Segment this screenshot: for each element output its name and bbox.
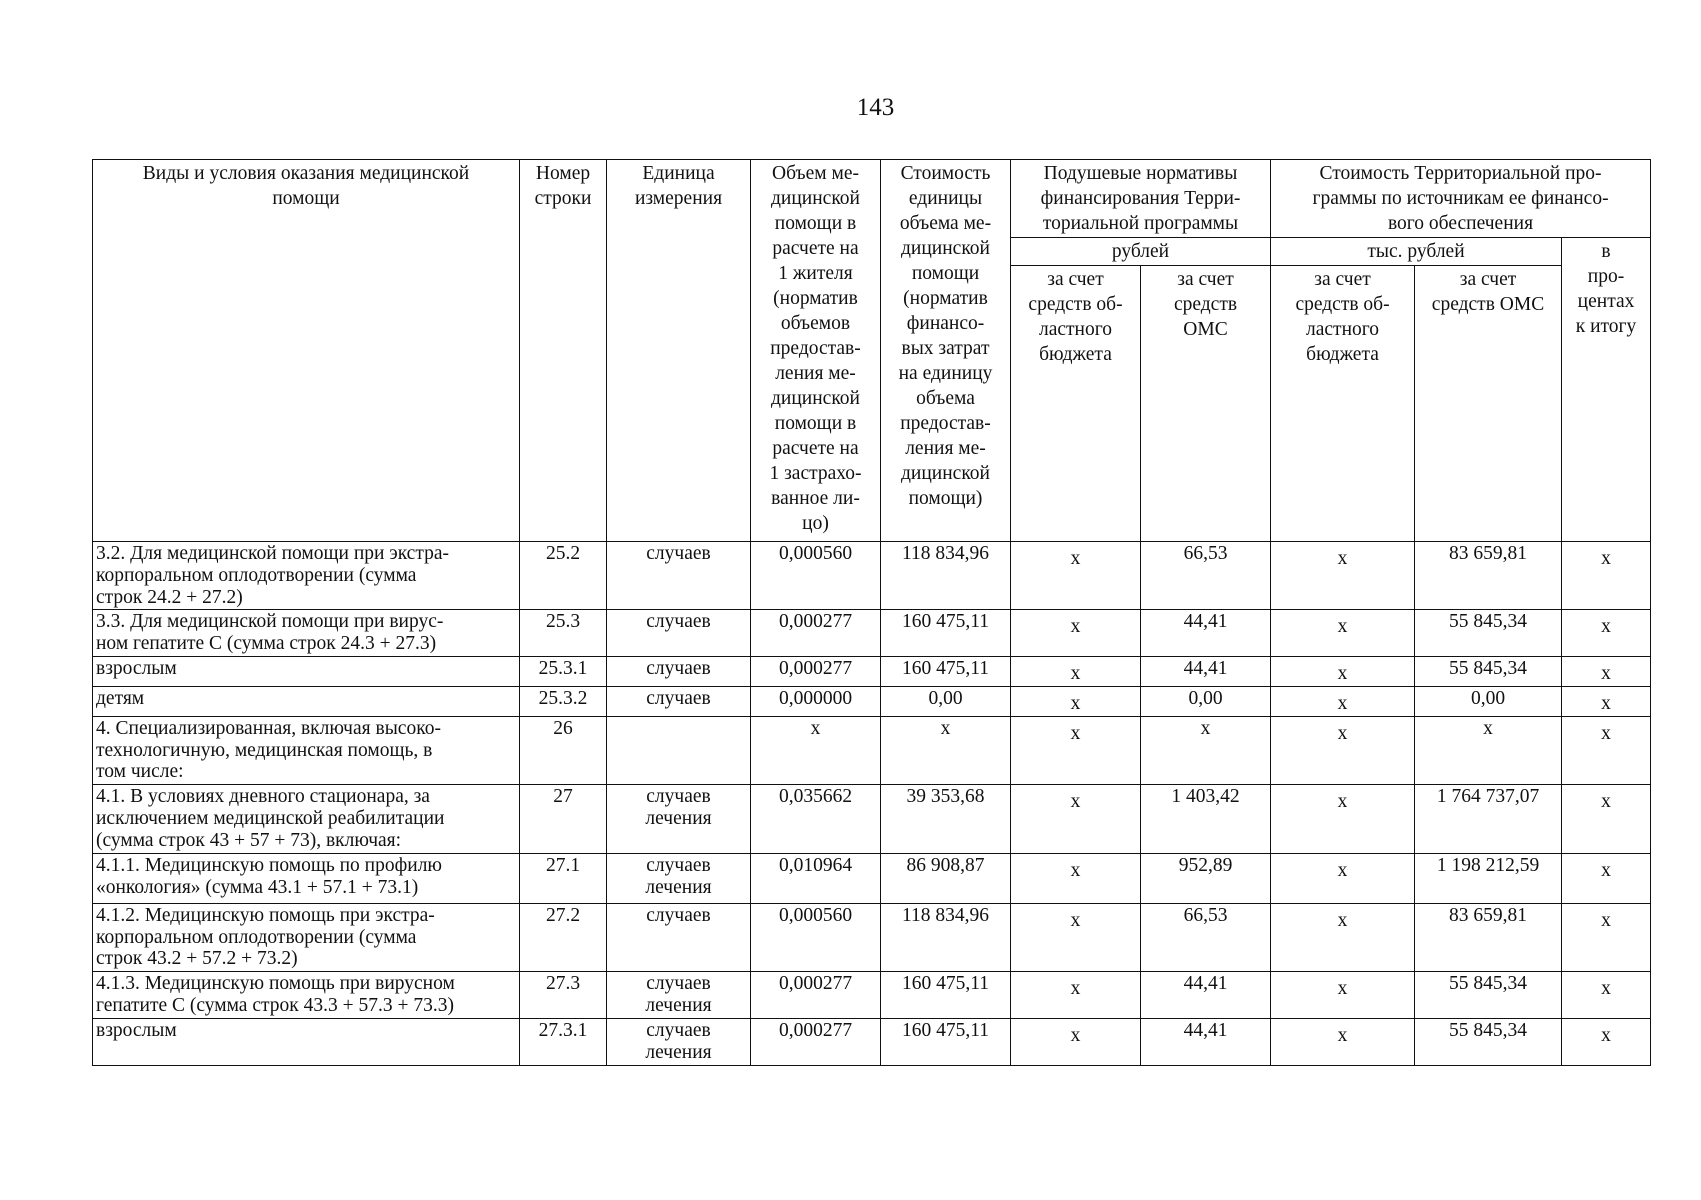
header-unit-thousand-rub: тыс. рублей	[1271, 238, 1562, 266]
cell-total-regional-budget: х	[1271, 686, 1415, 716]
cell-unit: случаев	[607, 903, 751, 971]
cell-row-number: 25.2	[520, 542, 607, 610]
cell-kind: 4. Специализированная, включая высоко- технологичную, медицинская помощь, в том числе:	[93, 716, 520, 784]
cell-kind: 3.2. Для медицинской помощи при экстра- корпоральном оплодотворении (сумма строк 24.2 + 27.2)	[93, 542, 520, 610]
cell-total-oms: 83 659,81	[1415, 542, 1562, 610]
cell-norm-oms: 0,00	[1141, 686, 1271, 716]
cell-cost: 160 475,11	[881, 972, 1011, 1019]
header-row-1	[93, 160, 1651, 238]
cell-norm-regional-budget: х	[1011, 610, 1141, 657]
cell-percent: х	[1562, 785, 1651, 853]
cell-norm-oms: 44,41	[1141, 972, 1271, 1019]
cell-unit: случаев	[607, 686, 751, 716]
cell-norm-regional-budget: х	[1011, 686, 1141, 716]
cell-total-oms: 1 764 737,07	[1415, 785, 1562, 853]
cell-cost: 118 834,96	[881, 903, 1011, 971]
cell-percent: х	[1562, 610, 1651, 657]
cell-unit	[607, 716, 751, 784]
cell-norm-regional-budget: х	[1011, 716, 1141, 784]
cell-total-regional-budget: х	[1271, 903, 1415, 971]
cell-total-oms: 1 198 212,59	[1415, 853, 1562, 903]
cell-percent: х	[1562, 972, 1651, 1019]
cell-row-number: 25.3	[520, 610, 607, 657]
table-row	[93, 785, 1651, 853]
table-row	[93, 686, 1651, 716]
cell-kind: 4.1.1. Медицинскую помощь по профилю «онкология» (сумма 43.1 + 57.1 + 73.1)	[93, 853, 520, 903]
cell-unit: случаев лечения	[607, 853, 751, 903]
cell-percent: х	[1562, 542, 1651, 610]
cell-total-regional-budget: х	[1271, 972, 1415, 1019]
cell-volume: 0,000000	[751, 686, 881, 716]
header-group-norms: Подушевые нормативы финансирования Терри- ториальной программы	[1011, 160, 1271, 238]
cell-unit: случаев лечения	[607, 972, 751, 1019]
cell-cost: 0,00	[881, 686, 1011, 716]
cell-cost: 160 475,11	[881, 657, 1011, 687]
cell-volume: 0,000277	[751, 610, 881, 657]
cell-total-oms: 83 659,81	[1415, 903, 1562, 971]
cell-row-number: 27.3.1	[520, 1018, 607, 1065]
cell-kind: детям	[93, 686, 520, 716]
cell-total-regional-budget: х	[1271, 716, 1415, 784]
cell-percent: х	[1562, 853, 1651, 903]
cell-total-oms: 55 845,34	[1415, 972, 1562, 1019]
cell-row-number: 27	[520, 785, 607, 853]
cell-volume: 0,000277	[751, 972, 881, 1019]
table-row	[93, 903, 1651, 971]
header-cost: Стоимость единицы объема ме- дицинской помощи (норматив финансо- вых затрат на единицу объема предостав- ления ме- дицинской помощи)	[881, 160, 1011, 542]
cell-kind: 4.1.2. Медицинскую помощь при экстра- корпоральном оплодотворении (сумма строк 43.2 + 57.2 + 73.2)	[93, 903, 520, 971]
cell-norm-regional-budget: х	[1011, 972, 1141, 1019]
cell-total-oms: 55 845,34	[1415, 1018, 1562, 1065]
header-norm-regional-budget: за счет средств об- ластного бюджета	[1011, 266, 1141, 542]
cell-norm-oms: 1 403,42	[1141, 785, 1271, 853]
table-row	[93, 853, 1651, 903]
table-row	[93, 610, 1651, 657]
cell-volume: х	[751, 716, 881, 784]
cell-unit: случаев лечения	[607, 785, 751, 853]
header-row-number: Номер строки	[520, 160, 607, 542]
cell-norm-oms: 44,41	[1141, 610, 1271, 657]
cell-norm-regional-budget: х	[1011, 542, 1141, 610]
cell-norm-oms: 44,41	[1141, 657, 1271, 687]
cell-volume: 0,000277	[751, 1018, 881, 1065]
header-percent: в про- центах к итогу	[1562, 238, 1651, 542]
cell-unit: случаев лечения	[607, 1018, 751, 1065]
cell-kind: 4.1.3. Медицинскую помощь при вирусном гепатите С (сумма строк 43.3 + 57.3 + 73.3)	[93, 972, 520, 1019]
cell-total-oms: 0,00	[1415, 686, 1562, 716]
cell-kind: взрослым	[93, 657, 520, 687]
header-norm-oms: за счет средств ОМС	[1141, 266, 1271, 542]
cell-kind: 4.1. В условиях дневного стационара, за исключением медицинской реабилитации (сумма строк 43 + 57 + 73), включая:	[93, 785, 520, 853]
cell-total-oms: 55 845,34	[1415, 610, 1562, 657]
header-unit-rub: рублей	[1011, 238, 1271, 266]
cell-volume: 0,000560	[751, 542, 881, 610]
cell-norm-regional-budget: х	[1011, 785, 1141, 853]
cell-row-number: 26	[520, 716, 607, 784]
cell-unit: случаев	[607, 542, 751, 610]
cell-total-regional-budget: х	[1271, 542, 1415, 610]
cell-volume: 0,000560	[751, 903, 881, 971]
cell-cost: х	[881, 716, 1011, 784]
cell-row-number: 25.3.1	[520, 657, 607, 687]
cell-total-regional-budget: х	[1271, 853, 1415, 903]
header-group-cost: Стоимость Территориальной про- граммы по источникам ее финансо- вого обеспечения	[1271, 160, 1651, 238]
financing-table	[92, 159, 1651, 1066]
cell-total-oms: х	[1415, 716, 1562, 784]
cell-norm-oms: 66,53	[1141, 542, 1271, 610]
cell-norm-oms: х	[1141, 716, 1271, 784]
header-total-oms: за счет средств ОМС	[1415, 266, 1562, 542]
cell-norm-regional-budget: х	[1011, 853, 1141, 903]
cell-row-number: 27.1	[520, 853, 607, 903]
cell-row-number: 27.2	[520, 903, 607, 971]
page-number: 143	[856, 94, 895, 121]
cell-volume: 0,035662	[751, 785, 881, 853]
cell-percent: х	[1562, 716, 1651, 784]
cell-cost: 39 353,68	[881, 785, 1011, 853]
table-row	[93, 657, 1651, 687]
cell-volume: 0,010964	[751, 853, 881, 903]
table-row	[93, 972, 1651, 1019]
cell-total-oms: 55 845,34	[1415, 657, 1562, 687]
cell-cost: 86 908,87	[881, 853, 1011, 903]
header-unit: Единица измерения	[607, 160, 751, 542]
table-row	[93, 542, 1651, 610]
cell-percent: х	[1562, 686, 1651, 716]
cell-percent: х	[1562, 657, 1651, 687]
header-total-regional-budget: за счет средств об- ластного бюджета	[1271, 266, 1415, 542]
cell-norm-regional-budget: х	[1011, 657, 1141, 687]
table-row	[93, 716, 1651, 784]
cell-norm-regional-budget: х	[1011, 903, 1141, 971]
header-kind: Виды и условия оказания медицинской помощи	[93, 160, 520, 542]
cell-norm-regional-budget: х	[1011, 1018, 1141, 1065]
cell-total-regional-budget: х	[1271, 657, 1415, 687]
cell-total-regional-budget: х	[1271, 610, 1415, 657]
cell-kind: взрослым	[93, 1018, 520, 1065]
cell-norm-oms: 66,53	[1141, 903, 1271, 971]
cell-cost: 160 475,11	[881, 610, 1011, 657]
cell-unit: случаев	[607, 657, 751, 687]
cell-norm-oms: 44,41	[1141, 1018, 1271, 1065]
cell-cost: 160 475,11	[881, 1018, 1011, 1065]
cell-row-number: 27.3	[520, 972, 607, 1019]
cell-kind: 3.3. Для медицинской помощи при вирус- ном гепатите С (сумма строк 24.3 + 27.3)	[93, 610, 520, 657]
cell-row-number: 25.3.2	[520, 686, 607, 716]
cell-total-regional-budget: х	[1271, 1018, 1415, 1065]
cell-total-regional-budget: х	[1271, 785, 1415, 853]
cell-percent: х	[1562, 1018, 1651, 1065]
cell-norm-oms: 952,89	[1141, 853, 1271, 903]
table-row	[93, 1018, 1651, 1065]
header-volume: Объем ме- дицинской помощи в расчете на 1 жителя (норматив объемов предостав- ления ме- дицинской помощи в расчете на 1 застрахо- ванное ли- цо)	[751, 160, 881, 542]
cell-percent: х	[1562, 903, 1651, 971]
cell-volume: 0,000277	[751, 657, 881, 687]
cell-cost: 118 834,96	[881, 542, 1011, 610]
cell-unit: случаев	[607, 610, 751, 657]
